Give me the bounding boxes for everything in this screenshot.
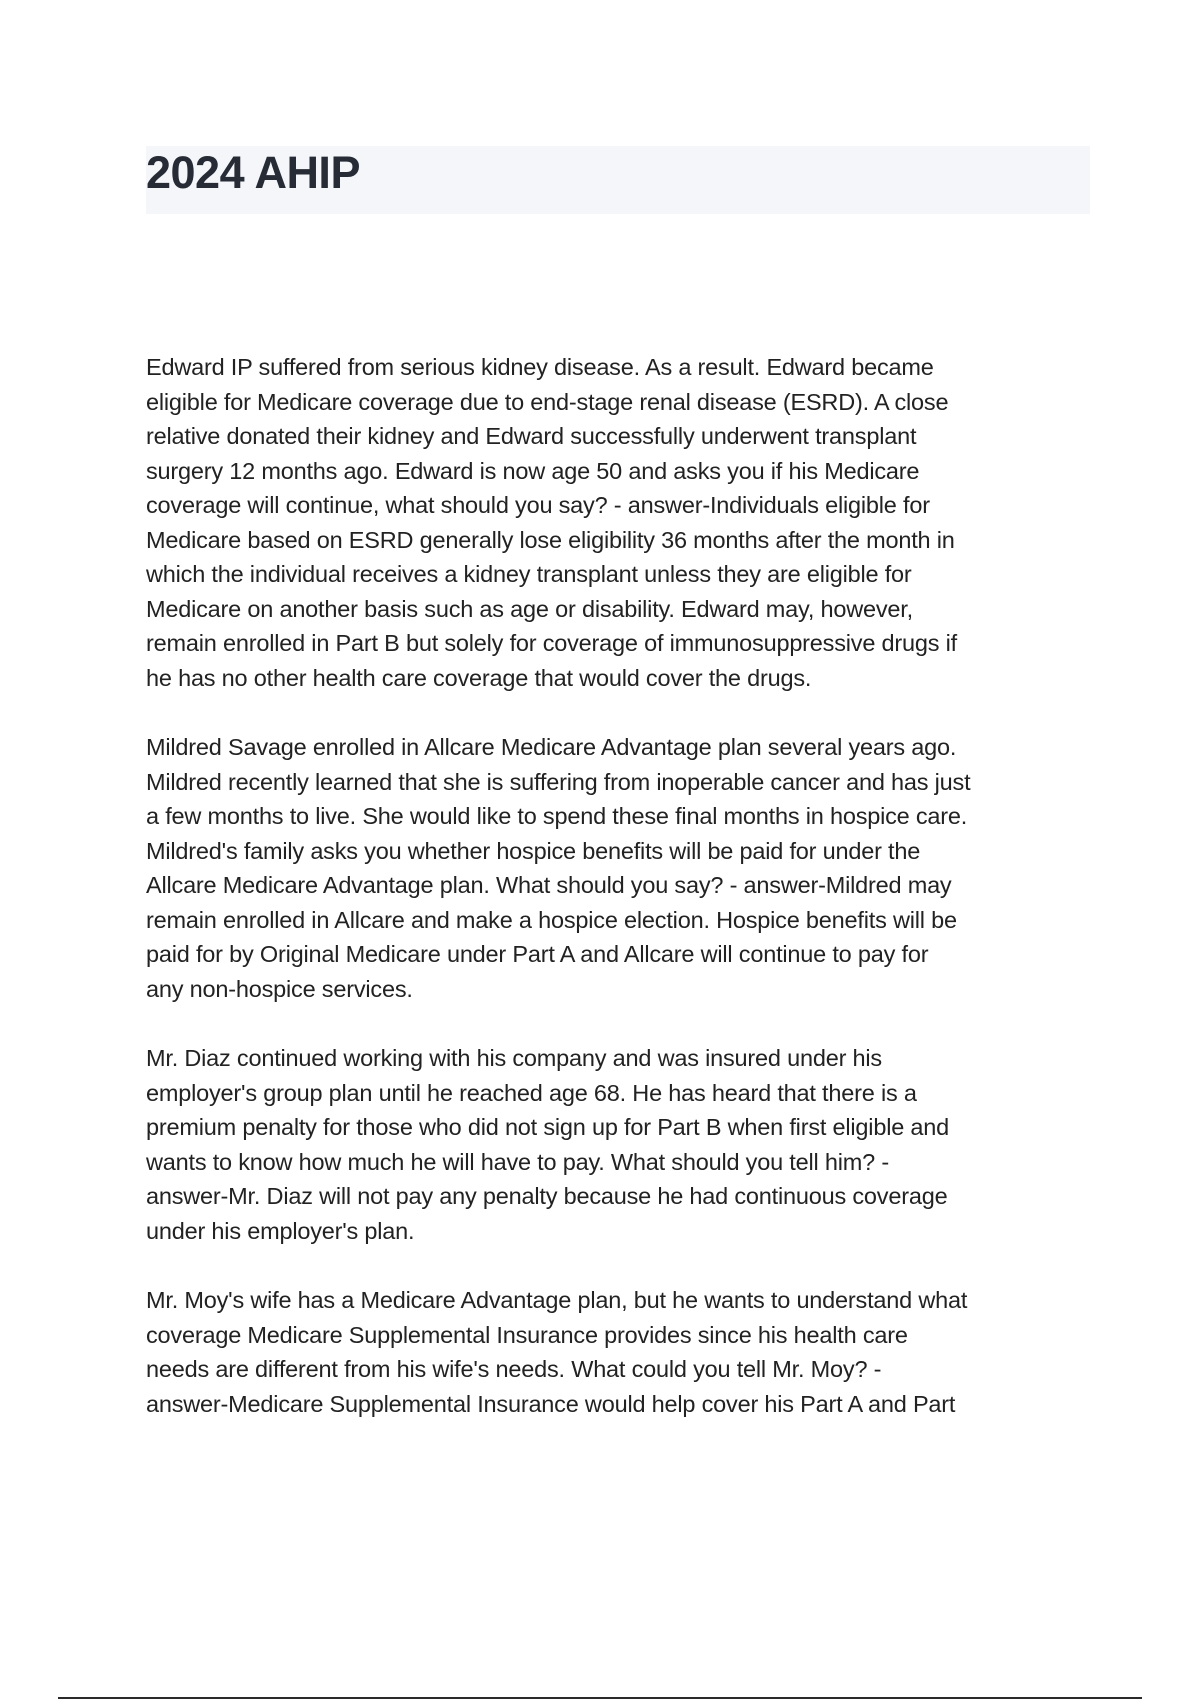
text-line: answer-Mr. Diaz will not pay any penalty because he had continuous coverage: [146, 1183, 948, 1209]
text-line: Medicare on another basis such as age or disability. Edward may, however,: [146, 595, 913, 622]
text-line: he has no other health care coverage that would cover the drugs.: [146, 664, 812, 691]
text-line: premium penalty for those who did not sign up for Part B when first eligible and: [146, 1114, 950, 1140]
text-line: any non-hospice services.: [146, 975, 413, 1002]
qa-content: [146, 350, 1096, 1456]
text-line: remain enrolled in Part B but solely for coverage of immunosuppressive drugs if: [146, 630, 958, 656]
text-line: Allcare Medicare Advantage plan. What should you say? - answer-Mildred may: [146, 872, 952, 898]
text-line: Mr. Moy's wife has a Medicare Advantage plan, but he wants to understand what: [146, 1287, 968, 1313]
text-line: a few months to live. She would like to spend these final months in hospice care.: [146, 803, 968, 829]
qa-entry-edward: [146, 350, 1096, 695]
text-line: Edward IP suffered from serious kidney disease. As a result. Edward became: [146, 354, 934, 380]
text-line: Mildred's family asks you whether hospice benefits will be paid for under the: [146, 837, 921, 864]
qa-entry-mildred: [146, 730, 1096, 1006]
text-line: coverage will continue, what should you say? - answer-Individuals eligible for: [146, 492, 930, 518]
text-line: under his employer's plan.: [146, 1217, 415, 1244]
text-line: answer-Medicare Supplemental Insurance would help cover his Part A and Part: [146, 1390, 956, 1417]
qa-entry-moy: [146, 1283, 1096, 1421]
text-line: coverage Medicare Supplemental Insurance provides since his health care: [146, 1321, 908, 1348]
text-line: Mr. Diaz continued working with his company and was insured under his: [146, 1045, 882, 1071]
footer-divider: [58, 1697, 1142, 1699]
title-band: [146, 146, 1090, 214]
text-line: eligible for Medicare coverage due to end-stage renal disease (ESRD). A close: [146, 388, 949, 415]
text-line: surgery 12 months ago. Edward is now age 50 and asks you if his Medicare: [146, 457, 920, 484]
text-line: employer's group plan until he reached age 68. He has heard that there is a: [146, 1079, 917, 1106]
text-line: Medicare based on ESRD generally lose eligibility 36 months after the month in: [146, 526, 955, 553]
text-line: Mildred recently learned that she is suffering from inoperable cancer and has just: [146, 768, 971, 795]
page-title: 2024 AHIP: [146, 147, 360, 198]
text-line: remain enrolled in Allcare and make a hospice election. Hospice benefits will be: [146, 906, 957, 933]
text-line: which the individual receives a kidney transplant unless they are eligible for: [146, 561, 912, 587]
text-line: wants to know how much he will have to pay. What should you tell him? -: [146, 1148, 889, 1175]
text-line: needs are different from his wife's needs. What could you tell Mr. Moy? -: [146, 1356, 882, 1382]
text-line: Mildred Savage enrolled in Allcare Medicare Advantage plan several years ago.: [146, 734, 957, 760]
text-line: relative donated their kidney and Edward successfully underwent transplant: [146, 423, 917, 449]
text-line: paid for by Original Medicare under Part A and Allcare will continue to pay for: [146, 941, 929, 967]
qa-entry-diaz: [146, 1041, 1096, 1248]
